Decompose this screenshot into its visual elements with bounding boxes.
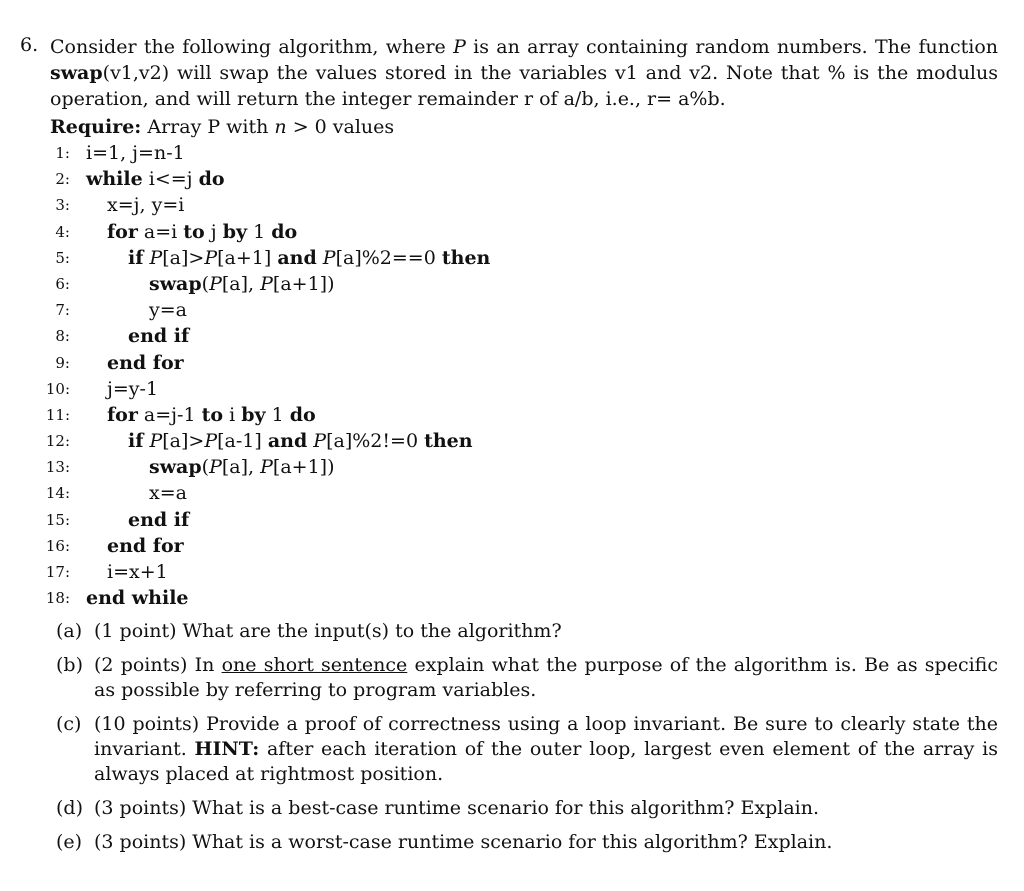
- algorithm-line: [20, 533, 998, 559]
- line-code: [107, 533, 184, 559]
- question-text: after each iteration of the outer loop, largest even element of the array is always placed at rightmost position.: [94, 738, 1005, 786]
- keyword: by: [222, 220, 248, 243]
- question-text: (2 points) In: [94, 654, 222, 677]
- question-item: [56, 796, 998, 821]
- line-number: 6:: [55, 274, 70, 293]
- line-number: 11:: [45, 405, 70, 424]
- code-text: i=1, j=n-1: [86, 142, 185, 164]
- keyword: end for: [107, 351, 184, 374]
- line-code: [128, 245, 490, 271]
- code-text: [a],: [221, 272, 261, 295]
- line-number: 14:: [45, 484, 70, 503]
- algorithm-line: [20, 192, 998, 218]
- code-text: x=j, y=i: [107, 194, 185, 217]
- line-number: 17:: [45, 563, 70, 581]
- hint-label: HINT:: [194, 738, 260, 761]
- problem-number: 6.: [20, 34, 39, 56]
- question-text: (10 points) Provide a proof of correctness using a loop invariant. Be sure to clearly state the invariant.: [94, 713, 1005, 761]
- keyword: end for: [107, 534, 184, 557]
- code-text: [a+1]): [272, 272, 335, 295]
- keyword: for: [107, 220, 138, 243]
- line-number: 2:: [55, 170, 70, 189]
- code-text: [a]%2==0: [335, 246, 442, 269]
- line-code: [128, 507, 189, 533]
- line-number: 15:: [45, 510, 70, 529]
- keyword: swap: [149, 272, 202, 295]
- line-code: [149, 297, 187, 323]
- algorithm-line: [20, 402, 998, 428]
- line-code: [128, 428, 473, 454]
- question-item: [56, 619, 998, 644]
- line-code: [107, 376, 158, 402]
- array-symbol: P: [260, 272, 273, 295]
- code-text: y=a: [149, 299, 187, 322]
- line-number: 13:: [45, 458, 70, 477]
- question-label: (b): [56, 654, 83, 677]
- code-text: 1: [265, 403, 290, 426]
- question-item: [56, 830, 998, 855]
- line-code: [86, 140, 185, 166]
- keyword: then: [441, 246, 491, 269]
- line-number: 18:: [45, 589, 70, 608]
- line-number: 7:: [55, 301, 70, 320]
- code-text: j=y-1: [107, 377, 159, 400]
- line-number: 16:: [45, 536, 70, 555]
- line-number: 3:: [55, 196, 70, 215]
- array-symbol: P: [204, 246, 218, 269]
- algorithm-line: [20, 166, 998, 192]
- algorithm-line: [20, 559, 998, 585]
- intro-text-2: is an array containing random numbers. The function: [465, 36, 998, 58]
- intro-array-symbol: P: [453, 36, 466, 58]
- array-symbol: P: [149, 430, 163, 453]
- code-text: [a+1]: [217, 246, 278, 269]
- require-label: Require:: [50, 116, 142, 138]
- algorithm-line: [20, 140, 998, 166]
- code-text: j: [204, 220, 223, 243]
- algorithm-line: [20, 376, 998, 402]
- algorithm-listing: [20, 140, 998, 611]
- line-code: [107, 350, 184, 376]
- array-symbol: P: [209, 456, 222, 479]
- algorithm-line: [20, 350, 998, 376]
- code-text: i: [223, 403, 242, 426]
- line-code: [149, 454, 334, 480]
- line-number: 5:: [55, 248, 70, 267]
- keyword: end if: [128, 325, 190, 348]
- code-text: a=i: [137, 220, 184, 243]
- require-line: [50, 114, 998, 140]
- code-text: [a]>: [162, 246, 205, 269]
- algorithm-line: [20, 585, 998, 611]
- line-code: [107, 219, 297, 245]
- intro-text-3: (v1,v2) will swap the values stored in the variables v1 and v2. Note that % is the modulus operation, and will return the integer remainder r of a/b, i.e., r= a%b.: [50, 62, 998, 110]
- algorithm-line: [20, 271, 998, 297]
- keyword: end if: [128, 508, 190, 531]
- code-text: i=x+1: [107, 561, 168, 583]
- question-text: (3 points) What is a best-case runtime scenario for this algorithm? Explain.: [94, 797, 820, 820]
- array-symbol: P: [313, 430, 327, 453]
- question-text: (3 points) What is a worst-case runtime scenario for this algorithm? Explain.: [94, 831, 833, 854]
- problem-intro: [50, 34, 998, 112]
- question-label: (c): [56, 713, 82, 736]
- line-code: [107, 402, 316, 428]
- algorithm-line: [20, 507, 998, 533]
- keyword: for: [107, 403, 138, 426]
- array-symbol: P: [149, 246, 163, 269]
- line-number: 1:: [55, 144, 70, 162]
- intro-text-1: Consider the following algorithm, where: [50, 36, 454, 58]
- array-symbol: P: [260, 456, 273, 479]
- keyword: swap: [149, 456, 202, 479]
- question-item: [56, 653, 1005, 703]
- line-code: [86, 585, 189, 611]
- intro-swap-keyword: swap: [50, 62, 103, 84]
- algorithm-line: [20, 454, 998, 480]
- line-code: [149, 271, 334, 297]
- question-list: [56, 619, 1005, 855]
- question-label: (d): [56, 797, 83, 820]
- code-text: a=j-1: [137, 403, 202, 426]
- keyword: do: [289, 403, 316, 426]
- question-item: [56, 712, 1005, 787]
- algorithm-line: [20, 245, 998, 271]
- keyword: then: [424, 430, 473, 453]
- algorithm-line: [20, 428, 998, 454]
- require-text-1: Array P with: [141, 116, 275, 138]
- code-text: [a-1]: [217, 430, 268, 453]
- code-text: [a+1]): [272, 456, 335, 479]
- code-text: [a]>: [162, 430, 205, 453]
- keyword: do: [198, 168, 225, 191]
- question-label: (a): [56, 620, 83, 643]
- code-text: [a]%2!=0: [326, 430, 425, 453]
- keyword: and: [277, 246, 317, 269]
- question-label: (e): [56, 831, 83, 854]
- require-text-2: > 0 values: [286, 116, 395, 138]
- code-text: i<=j: [142, 168, 199, 191]
- line-code: [107, 559, 168, 585]
- line-number: 4:: [55, 222, 70, 241]
- require-n-symbol: n: [274, 116, 287, 138]
- array-symbol: P: [209, 272, 222, 295]
- algorithm-line: [20, 219, 998, 245]
- keyword: if: [128, 246, 144, 269]
- keyword: to: [183, 220, 205, 243]
- algorithm-line: [20, 480, 998, 506]
- algorithm-line: [20, 323, 998, 349]
- code-text: 1: [247, 220, 272, 243]
- keyword: to: [201, 403, 224, 426]
- emphasis-text: one short sentence: [221, 654, 408, 677]
- code-text: (: [201, 456, 210, 479]
- array-symbol: P: [322, 246, 336, 269]
- keyword: end while: [86, 587, 189, 610]
- line-number: 12:: [45, 432, 70, 451]
- keyword: by: [241, 403, 266, 426]
- question-text: explain what the purpose of the algorithm is. Be as specific as possible by referring to program variables.: [94, 654, 1005, 702]
- line-number: 10:: [45, 379, 70, 398]
- keyword: if: [128, 430, 144, 453]
- line-code: [128, 323, 189, 349]
- line-code: [149, 480, 187, 506]
- algorithm-line: [20, 297, 998, 323]
- keyword: while: [86, 168, 143, 191]
- line-number: 9:: [55, 353, 70, 372]
- line-code: [107, 192, 184, 218]
- line-code: [86, 166, 225, 192]
- code-text: (: [201, 272, 210, 295]
- problem-6: [20, 34, 1005, 864]
- line-number: 8:: [55, 327, 70, 346]
- keyword: do: [271, 220, 298, 243]
- code-text: [a],: [221, 456, 261, 479]
- question-text: (1 point) What are the input(s) to the algorithm?: [94, 620, 562, 643]
- array-symbol: P: [204, 430, 218, 453]
- keyword: and: [267, 430, 308, 453]
- code-text: x=a: [149, 482, 187, 505]
